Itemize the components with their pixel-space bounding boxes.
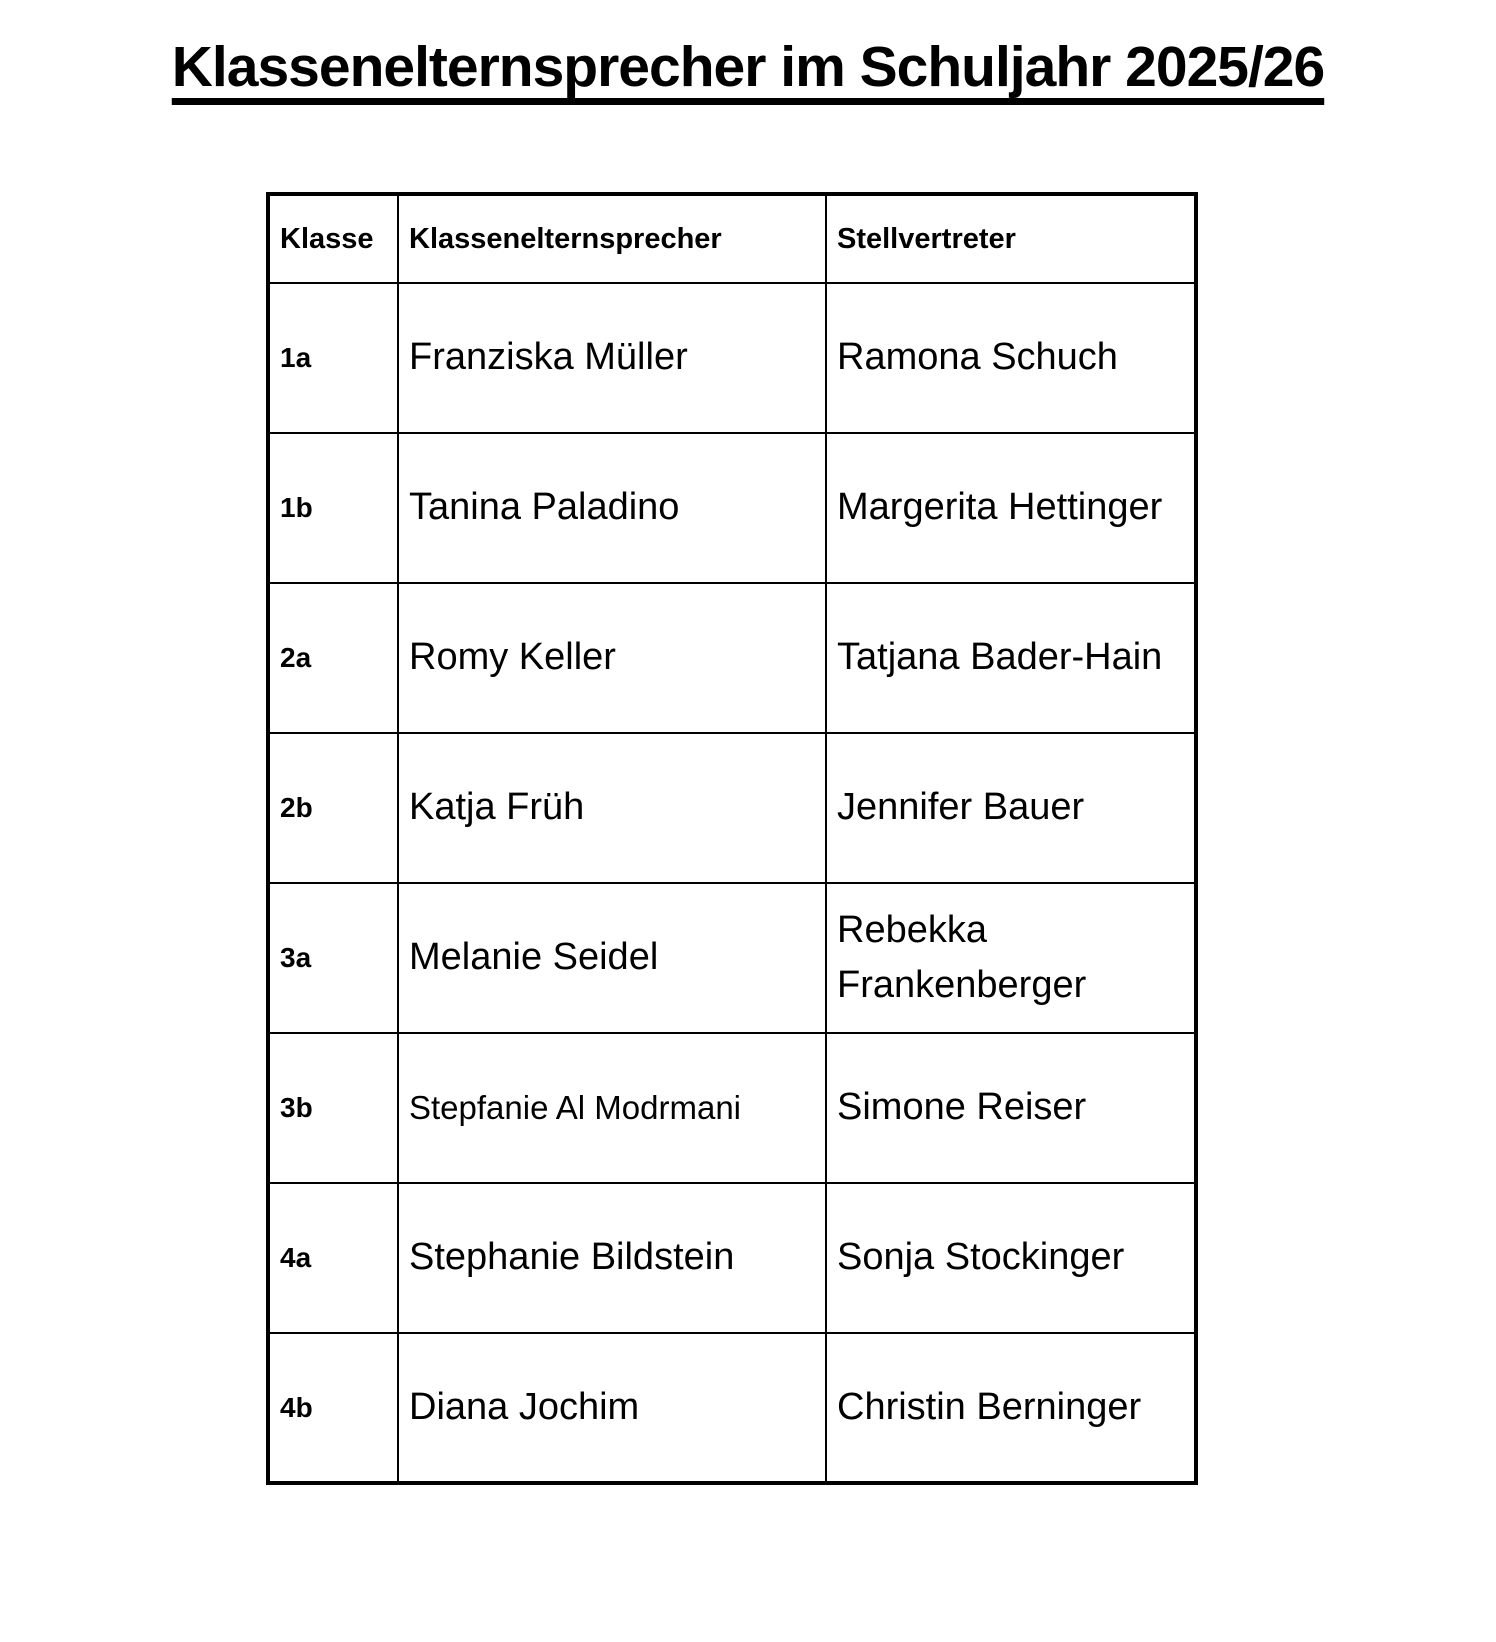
cell-stellvertreter: Simone Reiser xyxy=(826,1033,1196,1183)
cell-klasse: 3b xyxy=(268,1033,398,1183)
column-header-stellvertreter: Stellvertreter xyxy=(826,194,1196,283)
cell-sprecher: Katja Früh xyxy=(398,733,826,883)
column-header-klasse: Klasse xyxy=(268,194,398,283)
cell-sprecher: Stephanie Bildstein xyxy=(398,1183,826,1333)
cell-stellvertreter: Ramona Schuch xyxy=(826,283,1196,433)
cell-klasse: 4a xyxy=(268,1183,398,1333)
cell-klasse: 1a xyxy=(268,283,398,433)
cell-sprecher: Stepfanie Al Modrmani xyxy=(398,1033,826,1183)
cell-klasse: 2b xyxy=(268,733,398,883)
cell-stellvertreter: Tatjana Bader-Hain xyxy=(826,583,1196,733)
cell-stellvertreter: Margerita Hettinger xyxy=(826,433,1196,583)
table-row-3b xyxy=(268,1033,1196,1183)
representatives-table xyxy=(266,192,1198,1485)
cell-sprecher: Tanina Paladino xyxy=(398,433,826,583)
cell-sprecher: Romy Keller xyxy=(398,583,826,733)
page-title: Klassenelternsprecher im Schuljahr 2025/26 xyxy=(171,35,1325,99)
table-row-4b xyxy=(268,1333,1196,1483)
cell-klasse: 3a xyxy=(268,883,398,1033)
header-row xyxy=(268,194,1196,283)
cell-sprecher: Melanie Seidel xyxy=(398,883,826,1033)
cell-klasse: 1b xyxy=(268,433,398,583)
cell-stellvertreter: Christin Berninger xyxy=(826,1333,1196,1483)
column-header-klassenelternsprecher: Klassenelternsprecher xyxy=(398,194,826,283)
table-row-1b xyxy=(268,433,1196,583)
table-row-2b xyxy=(268,733,1196,883)
table-row-3a xyxy=(268,883,1196,1033)
cell-stellvertreter: Sonja Stockinger xyxy=(826,1183,1196,1333)
cell-stellvertreter: Rebekka Frankenberger xyxy=(826,883,1196,1033)
table-row-2a xyxy=(268,583,1196,733)
table-row-4a xyxy=(268,1183,1196,1333)
cell-klasse: 4b xyxy=(268,1333,398,1483)
cell-sprecher: Franziska Müller xyxy=(398,283,826,433)
table-row-1a xyxy=(268,283,1196,433)
cell-klasse: 2a xyxy=(268,583,398,733)
cell-stellvertreter: Jennifer Bauer xyxy=(826,733,1196,883)
cell-sprecher: Diana Jochim xyxy=(398,1333,826,1483)
